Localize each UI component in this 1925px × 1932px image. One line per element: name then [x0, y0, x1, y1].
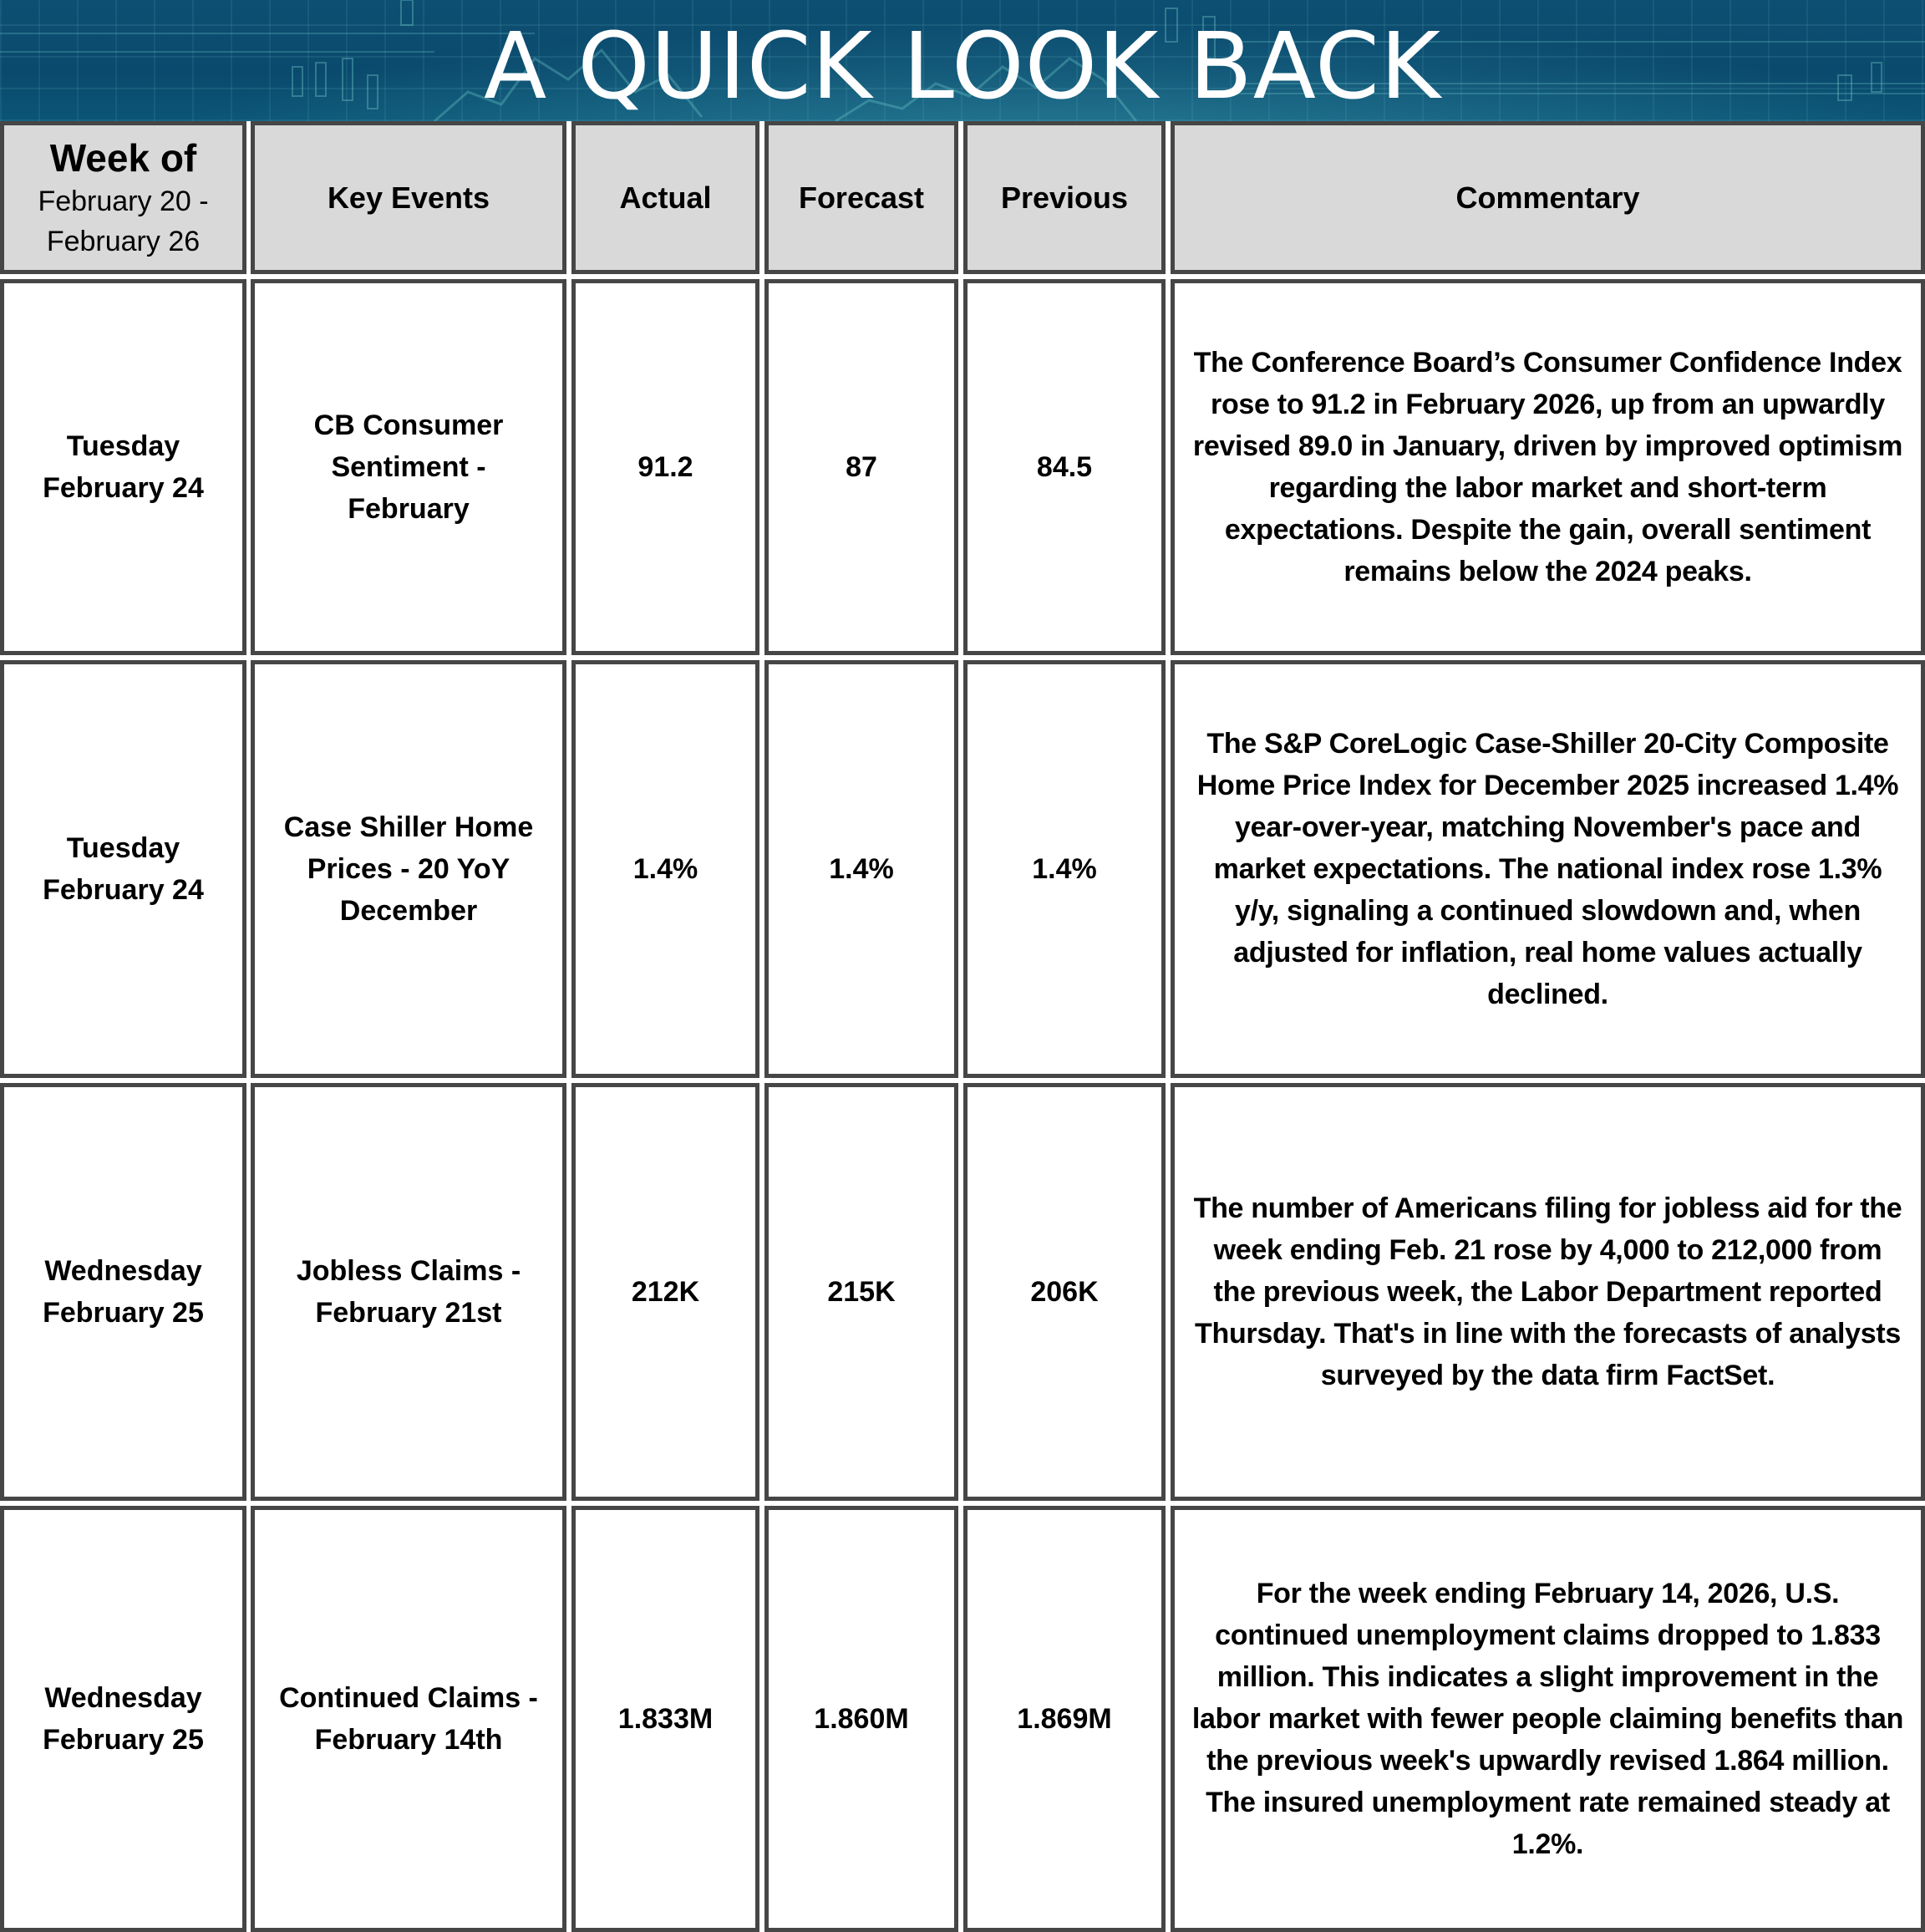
event-cell — [251, 1083, 566, 1501]
forecast-cell — [764, 279, 958, 655]
date-cell — [0, 660, 246, 1078]
column-header-label: Forecast — [798, 180, 925, 215]
week-of-label: Week of — [49, 135, 197, 180]
actual-value: 91.2 — [637, 451, 693, 483]
actual-cell — [571, 1506, 759, 1932]
previous-cell — [963, 1506, 1166, 1932]
header-forecast — [764, 121, 958, 274]
commentary-text: The Conference Board’s Consumer Confidence Index rose to 91.2 in February 2026, up from an upwardly revised 89.0 in January, driven by improved optimism regarding the labor market and short-term expectations. Despite the gain, overall sentiment remains below the 2024 peaks. — [1192, 347, 1903, 587]
column-header-label: Commentary — [1455, 180, 1640, 215]
date-cell — [0, 1506, 246, 1932]
actual-cell — [571, 660, 759, 1078]
event-name: CB Consumer Sentiment - February — [313, 409, 504, 525]
forecast-value: 87 — [846, 451, 877, 483]
actual-value: 212K — [631, 1276, 700, 1308]
title-banner — [0, 0, 1925, 121]
event-name: Case Shiller Home Prices - 20 YoY December — [283, 811, 534, 927]
header-commentary — [1171, 121, 1925, 274]
event-name: Jobless Claims - February 21st — [296, 1255, 521, 1329]
previous-value: 84.5 — [1036, 451, 1093, 483]
column-header-label: Actual — [619, 180, 712, 215]
event-date: Wednesday February 25 — [43, 1255, 204, 1329]
forecast-value: 1.4% — [829, 853, 894, 885]
event-date: Wednesday February 25 — [43, 1682, 204, 1756]
header-actual — [571, 121, 759, 274]
week-range-label: February 20 - February 26 — [38, 185, 209, 257]
commentary-cell — [1171, 279, 1925, 655]
forecast-cell — [764, 1506, 958, 1932]
header-week-of — [0, 121, 246, 274]
event-date: Tuesday February 24 — [43, 832, 204, 906]
commentary-cell — [1171, 1506, 1925, 1932]
forecast-cell — [764, 660, 958, 1078]
commentary-text: For the week ending February 14, 2026, U.S. continued unemployment claims dropped to 1.833 million. This indicates a slight improvement in the labor market with fewer people claiming benefits than the previous week's upwardly revised 1.864 million. The insured unemployment rate remained steady at 1.2%. — [1191, 1578, 1904, 1860]
header-key-events — [251, 121, 566, 274]
commentary-cell — [1171, 1083, 1925, 1501]
commentary-text: The number of Americans filing for jobless aid for the week ending Feb. 21 rose by 4,000 to 212,000 from the previous week, the Labor Department reported Thursday. That's in line with the forecasts of analysts surveyed by the data firm FactSet. — [1193, 1192, 1902, 1391]
column-header-label: Previous — [1000, 180, 1129, 215]
event-cell — [251, 279, 566, 655]
page-title: A QUICK LOOK BACK — [483, 13, 1441, 119]
previous-cell — [963, 1083, 1166, 1501]
forecast-value: 1.860M — [814, 1703, 909, 1735]
column-header-label: Key Events — [327, 180, 490, 215]
commentary-cell — [1171, 660, 1925, 1078]
event-name: Continued Claims - February 14th — [279, 1682, 538, 1756]
previous-value: 1.4% — [1032, 853, 1097, 885]
actual-value: 1.833M — [617, 1703, 714, 1735]
previous-cell — [963, 660, 1166, 1078]
header-previous — [963, 121, 1166, 274]
actual-cell — [571, 279, 759, 655]
commentary-text: The S&P CoreLogic Case-Shiller 20-City Composite Home Price Index for December 2025 increased 1.4% year-over-year, matching November's pace and market expectations. The national index rose 1.3% y/y, signaling a continued slowdown and, when adjusted for inflation, real home values actually declined. — [1196, 728, 1899, 1010]
forecast-cell — [764, 1083, 958, 1501]
actual-cell — [571, 1083, 759, 1501]
previous-cell — [963, 279, 1166, 655]
forecast-value: 215K — [827, 1276, 896, 1308]
event-cell — [251, 660, 566, 1078]
event-date: Tuesday February 24 — [43, 430, 204, 504]
previous-value: 206K — [1030, 1276, 1099, 1308]
date-cell — [0, 1083, 246, 1501]
previous-value: 1.869M — [1017, 1703, 1112, 1735]
date-cell — [0, 279, 246, 655]
event-cell — [251, 1506, 566, 1932]
actual-value: 1.4% — [632, 853, 698, 885]
